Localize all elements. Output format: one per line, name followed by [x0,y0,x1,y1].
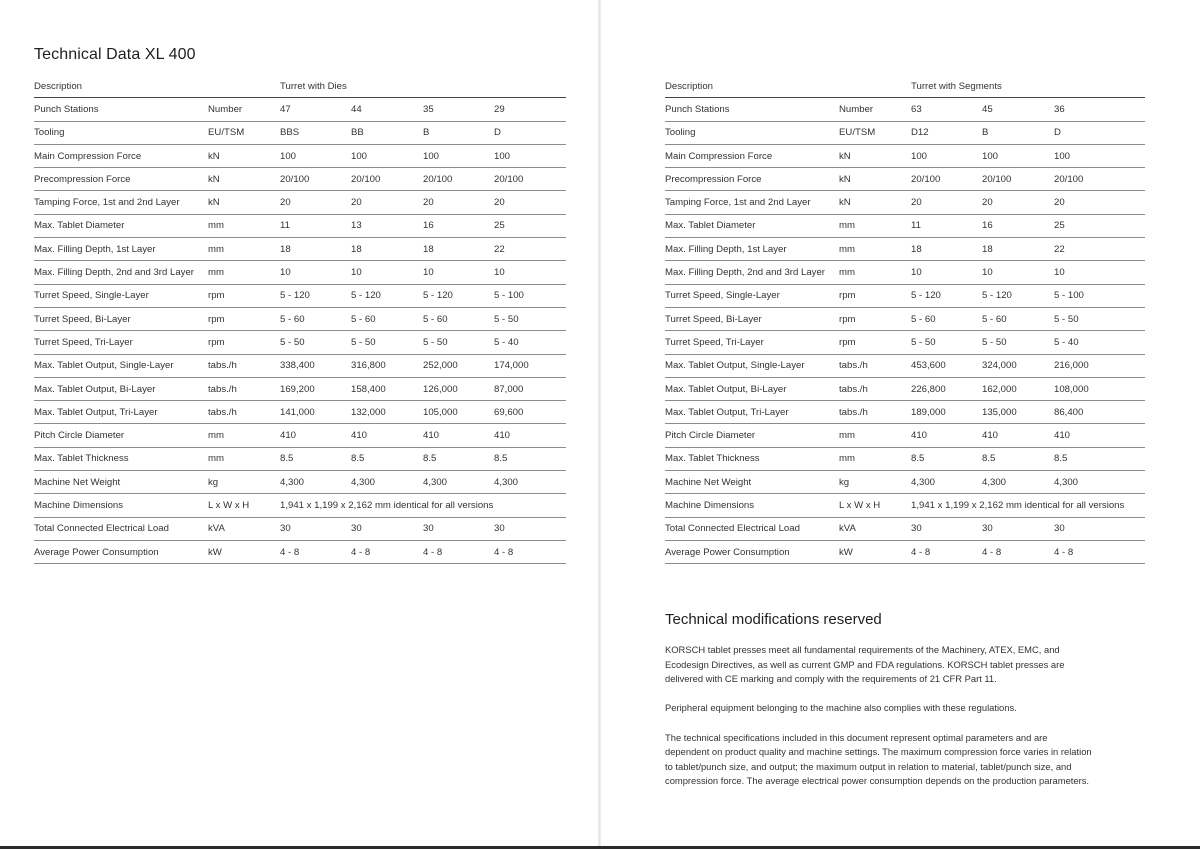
row-value: 410 [911,424,982,447]
row-value: 16 [423,214,494,237]
row-value: 100 [351,144,423,167]
row-value: 252,000 [423,354,494,377]
row-value: 5 - 50 [982,331,1054,354]
table-row [665,191,1145,214]
row-unit: kN [208,144,280,167]
row-value: 10 [494,261,566,284]
modifications-paragraph: KORSCH tablet presses meet all fundamental requirements of the Machinery, ATEX, EMC, and Ecodesign Directives, as well as current GMP and FDA regulations. KORSCH tablet presses are delivered with CE marking and comply with the requirements of 21 CFR Part 11. [665,644,1065,685]
row-value: D [494,121,566,144]
left-page [0,0,598,846]
row-value: 5 - 100 [1054,284,1145,307]
row-unit: rpm [208,284,280,307]
row-unit: mm [208,261,280,284]
row-value: 44 [351,98,423,121]
row-unit: tabs./h [839,354,911,377]
row-value: 8.5 [351,447,423,470]
table-row [34,214,566,237]
page-title: Technical Data XL 400 [34,46,196,63]
row-value: 5 - 40 [1054,331,1145,354]
row-value: 11 [280,214,351,237]
row-label: Max. Tablet Thickness [665,447,839,470]
row-value: 5 - 60 [423,307,494,330]
row-value: 410 [1054,424,1145,447]
row-value: 169,200 [280,377,351,400]
row-label: Punch Stations [34,98,208,121]
row-label: Pitch Circle Diameter [665,424,839,447]
table-header-row [665,75,1145,98]
row-value: 100 [911,144,982,167]
row-value: 100 [1054,144,1145,167]
row-unit: EU/TSM [839,121,911,144]
row-value: 410 [494,424,566,447]
header-description: Description [34,75,208,98]
row-value: 4 - 8 [351,540,423,563]
row-value: 8.5 [494,447,566,470]
row-label: Max. Tablet Diameter [665,214,839,237]
row-value: 45 [982,98,1054,121]
row-value: 5 - 50 [1054,307,1145,330]
row-value: D [1054,121,1145,144]
row-value: 4 - 8 [494,540,566,563]
table-row [665,331,1145,354]
row-value: 63 [911,98,982,121]
row-value: 8.5 [911,447,982,470]
row-unit: mm [208,238,280,261]
table-row [34,354,566,377]
table-row [34,331,566,354]
row-value: 5 - 50 [280,331,351,354]
row-unit: mm [208,424,280,447]
row-value: 10 [1054,261,1145,284]
row-label: Max. Filling Depth, 1st Layer [665,238,839,261]
right-page [601,0,1200,846]
row-value: B [423,121,494,144]
table-row [665,144,1145,167]
row-value: 10 [423,261,494,284]
row-value: 8.5 [1054,447,1145,470]
row-value: 10 [982,261,1054,284]
row-unit: tabs./h [839,401,911,424]
row-label: Max. Tablet Output, Bi-Layer [34,377,208,400]
modifications-text [665,643,1093,804]
table-row [665,494,1145,517]
row-value: 226,800 [911,377,982,400]
row-value: 4 - 8 [280,540,351,563]
row-value: 8.5 [280,447,351,470]
row-value: 100 [494,144,566,167]
table-row [34,540,566,563]
row-value: 20 [351,191,423,214]
row-value: 11 [911,214,982,237]
row-label: Max. Tablet Output, Tri-Layer [665,401,839,424]
table-row [34,401,566,424]
row-value: 338,400 [280,354,351,377]
table-row [665,424,1145,447]
row-value: 35 [423,98,494,121]
row-value: 25 [494,214,566,237]
row-unit: kN [839,168,911,191]
row-value: 410 [351,424,423,447]
row-label: Pitch Circle Diameter [34,424,208,447]
row-label: Max. Tablet Thickness [34,447,208,470]
row-value: 20/100 [280,168,351,191]
row-value: 4,300 [982,471,1054,494]
row-value: 5 - 50 [494,307,566,330]
row-label: Turret Speed, Tri-Layer [665,331,839,354]
row-label: Max. Filling Depth, 1st Layer [34,238,208,261]
row-label: Precompression Force [665,168,839,191]
row-unit: kW [839,540,911,563]
row-unit: L x W x H [208,494,280,517]
row-value: 1,941 x 1,199 x 2,162 mm identical for all versions [911,494,1145,517]
row-unit: L x W x H [839,494,911,517]
row-value: 141,000 [280,401,351,424]
row-value: 5 - 120 [982,284,1054,307]
row-value: 20/100 [423,168,494,191]
row-value: 4 - 8 [982,540,1054,563]
row-label: Machine Dimensions [34,494,208,517]
row-value: 132,000 [351,401,423,424]
table-row [665,214,1145,237]
spec-table-segments [665,75,1145,564]
table-row [34,98,566,121]
row-unit: tabs./h [208,401,280,424]
table-row [665,121,1145,144]
row-value: 162,000 [982,377,1054,400]
row-value: 5 - 40 [494,331,566,354]
row-value: 5 - 120 [280,284,351,307]
table-row [34,168,566,191]
row-unit: kW [208,540,280,563]
row-label: Turret Speed, Single-Layer [665,284,839,307]
row-value: 20 [982,191,1054,214]
row-value: 18 [280,238,351,261]
row-value: 10 [351,261,423,284]
row-value: 20/100 [911,168,982,191]
row-value: 20 [280,191,351,214]
table-row [34,191,566,214]
row-value: 108,000 [1054,377,1145,400]
row-unit: kN [839,191,911,214]
row-value: 30 [911,517,982,540]
table-row [665,401,1145,424]
table-row [34,447,566,470]
row-value: 5 - 60 [280,307,351,330]
row-label: Tamping Force, 1st and 2nd Layer [34,191,208,214]
row-value: 5 - 60 [982,307,1054,330]
row-value: 5 - 60 [351,307,423,330]
row-unit: rpm [839,307,911,330]
row-value: 4,300 [280,471,351,494]
row-label: Tamping Force, 1st and 2nd Layer [665,191,839,214]
table-row [665,261,1145,284]
row-unit: tabs./h [208,354,280,377]
row-value: 87,000 [494,377,566,400]
row-value: 316,800 [351,354,423,377]
row-label: Max. Filling Depth, 2nd and 3rd Layer [665,261,839,284]
row-label: Turret Speed, Single-Layer [34,284,208,307]
table-row [34,238,566,261]
table-row [665,447,1145,470]
row-unit: rpm [208,331,280,354]
row-value: 18 [982,238,1054,261]
row-value: 216,000 [1054,354,1145,377]
table-header-row [34,75,566,98]
row-label: Machine Net Weight [665,471,839,494]
row-unit: Number [839,98,911,121]
row-unit: mm [839,261,911,284]
modifications-title: Technical modifications reserved [665,611,882,628]
row-value: 18 [351,238,423,261]
row-value: 100 [423,144,494,167]
header-blank [208,75,280,98]
row-unit: kN [208,191,280,214]
row-value: 4 - 8 [423,540,494,563]
row-value: 29 [494,98,566,121]
header-blank [839,75,911,98]
row-value: 30 [351,517,423,540]
row-value: 453,600 [911,354,982,377]
row-label: Max. Tablet Output, Tri-Layer [34,401,208,424]
row-value: 20/100 [351,168,423,191]
row-value: 30 [280,517,351,540]
row-value: 5 - 50 [351,331,423,354]
row-unit: kVA [839,517,911,540]
row-label: Average Power Consumption [665,540,839,563]
row-label: Turret Speed, Bi-Layer [34,307,208,330]
row-unit: rpm [839,331,911,354]
row-value: 36 [1054,98,1145,121]
row-value: 410 [280,424,351,447]
table-row [665,168,1145,191]
row-value: 13 [351,214,423,237]
row-label: Tooling [34,121,208,144]
row-label: Main Compression Force [34,144,208,167]
table-row [34,284,566,307]
row-unit: rpm [839,284,911,307]
row-value: 20/100 [494,168,566,191]
row-value: 5 - 60 [911,307,982,330]
row-unit: rpm [208,307,280,330]
row-label: Average Power Consumption [34,540,208,563]
row-value: 100 [982,144,1054,167]
table-row [665,354,1145,377]
row-value: 4,300 [911,471,982,494]
row-unit: kg [208,471,280,494]
row-unit: kVA [208,517,280,540]
row-value: 189,000 [911,401,982,424]
row-label: Turret Speed, Bi-Layer [665,307,839,330]
row-unit: kN [839,144,911,167]
row-value: 20 [911,191,982,214]
table-row [34,377,566,400]
row-value: 5 - 50 [911,331,982,354]
row-unit: mm [839,447,911,470]
table-row [34,121,566,144]
row-label: Punch Stations [665,98,839,121]
row-value: 4 - 8 [1054,540,1145,563]
row-value: 5 - 50 [423,331,494,354]
row-value: 126,000 [423,377,494,400]
row-value: 22 [1054,238,1145,261]
row-label: Total Connected Electrical Load [665,517,839,540]
spec-table-dies [34,75,566,564]
row-value: 5 - 120 [423,284,494,307]
row-value: 4,300 [494,471,566,494]
row-value: 1,941 x 1,199 x 2,162 mm identical for all versions [280,494,566,517]
row-value: 10 [280,261,351,284]
row-value: 410 [423,424,494,447]
table-row [34,471,566,494]
row-value: 20/100 [1054,168,1145,191]
row-unit: mm [839,424,911,447]
row-value: 16 [982,214,1054,237]
row-label: Machine Dimensions [665,494,839,517]
row-label: Max. Tablet Output, Single-Layer [34,354,208,377]
row-value: 324,000 [982,354,1054,377]
row-value: BBS [280,121,351,144]
row-label: Max. Tablet Output, Single-Layer [665,354,839,377]
row-value: 20 [1054,191,1145,214]
table-row [34,261,566,284]
row-value: 410 [982,424,1054,447]
row-value: 18 [911,238,982,261]
row-value: 4 - 8 [911,540,982,563]
row-value: 8.5 [982,447,1054,470]
row-unit: EU/TSM [208,121,280,144]
row-value: 174,000 [494,354,566,377]
row-value: 20/100 [982,168,1054,191]
row-value: 4,300 [423,471,494,494]
row-label: Max. Tablet Diameter [34,214,208,237]
table-row [665,307,1145,330]
row-value: 30 [423,517,494,540]
row-value: 5 - 120 [911,284,982,307]
table-row [665,540,1145,563]
table-row [34,424,566,447]
table-row [665,284,1145,307]
row-value: 25 [1054,214,1145,237]
row-value: 30 [494,517,566,540]
header-group: Turret with Dies [280,75,566,98]
table-row [34,517,566,540]
row-value: 4,300 [1054,471,1145,494]
table-row [665,377,1145,400]
row-label: Max. Filling Depth, 2nd and 3rd Layer [34,261,208,284]
row-unit: Number [208,98,280,121]
row-unit: mm [839,238,911,261]
row-value: B [982,121,1054,144]
table-row [34,494,566,517]
header-group: Turret with Segments [911,75,1145,98]
header-description: Description [665,75,839,98]
row-value: 69,600 [494,401,566,424]
row-unit: mm [208,447,280,470]
row-label: Tooling [665,121,839,144]
row-unit: tabs./h [839,377,911,400]
row-label: Precompression Force [34,168,208,191]
row-value: 20 [423,191,494,214]
row-value: 30 [982,517,1054,540]
row-value: 105,000 [423,401,494,424]
row-value: 5 - 120 [351,284,423,307]
row-value: D12 [911,121,982,144]
table-row [34,307,566,330]
row-value: 86,400 [1054,401,1145,424]
table-row [665,238,1145,261]
row-label: Total Connected Electrical Load [34,517,208,540]
table-row [665,517,1145,540]
modifications-paragraph: Peripheral equipment belonging to the machine also complies with these regulations. [665,702,1017,714]
row-value: 20 [494,191,566,214]
row-value: 8.5 [423,447,494,470]
row-value: 10 [911,261,982,284]
row-value: 158,400 [351,377,423,400]
row-value: 18 [423,238,494,261]
row-unit: kN [208,168,280,191]
table-row [34,144,566,167]
row-value: 30 [1054,517,1145,540]
row-unit: mm [839,214,911,237]
row-label: Turret Speed, Tri-Layer [34,331,208,354]
row-label: Max. Tablet Output, Bi-Layer [665,377,839,400]
table-row [665,98,1145,121]
row-value: 22 [494,238,566,261]
row-unit: tabs./h [208,377,280,400]
table-row [665,471,1145,494]
row-unit: kg [839,471,911,494]
modifications-paragraph: The technical specifications included in this document represent optimal parameters and are dependent on product quality and machine settings. The maximum compression force varies in relation to tablet/punch size, and output; the maximum output in relation to material, tablet/punch size, and compression force. The average electrical power consumption depends on the production parameters. [665,731,1092,787]
row-unit: mm [208,214,280,237]
row-value: BB [351,121,423,144]
row-value: 47 [280,98,351,121]
row-value: 135,000 [982,401,1054,424]
row-value: 100 [280,144,351,167]
row-label: Main Compression Force [665,144,839,167]
row-value: 5 - 100 [494,284,566,307]
row-value: 4,300 [351,471,423,494]
row-label: Machine Net Weight [34,471,208,494]
